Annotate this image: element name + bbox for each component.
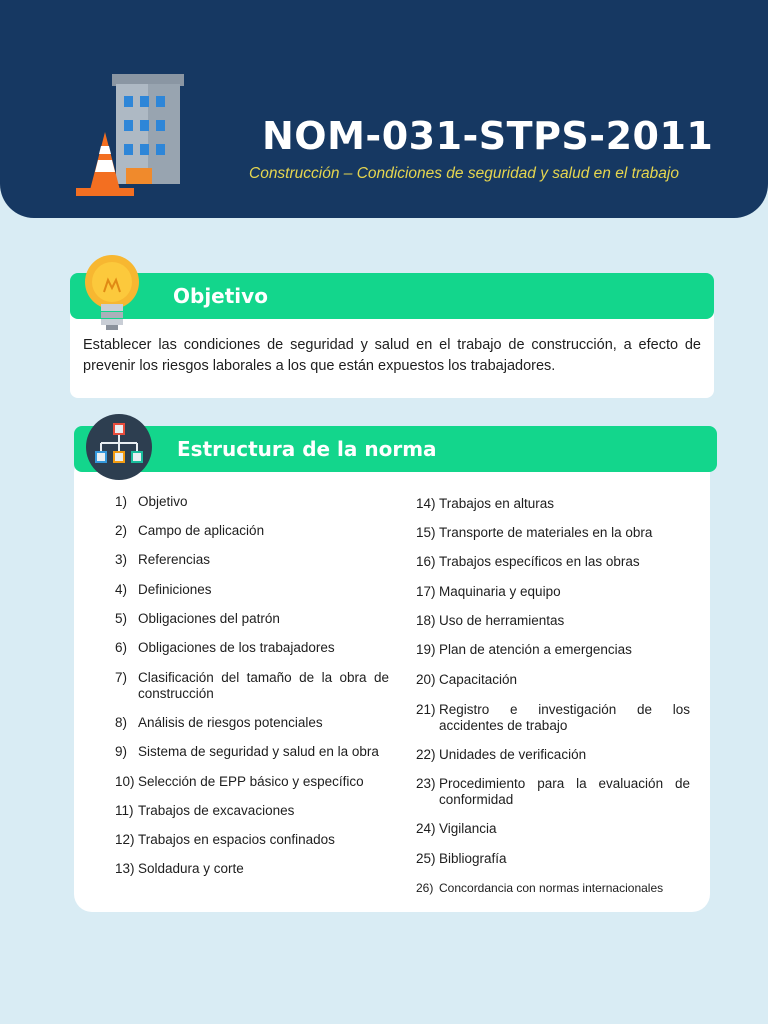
objetivo-heading: Objetivo <box>173 284 268 308</box>
list-item: 19) Plan de atención a emergencias <box>416 642 632 657</box>
list-item: 22) Unidades de verificación <box>416 747 587 762</box>
list-item: 12) Trabajos en espacios confinados <box>115 832 335 847</box>
objetivo-text: Establecer las condiciones de seguridad y salud en el trabajo de construcción, a efecto de prevenir los riesgos laborales a los que están expuestos los trabajadores. <box>83 337 701 374</box>
list-item: 7) Clasificación del tamaño de la obra de construcción <box>115 670 389 701</box>
estructura-list-left <box>115 494 389 877</box>
list-item: 6) Obligaciones de los trabajadores <box>115 640 335 655</box>
list-item: 24) Vigilancia <box>416 821 497 836</box>
org-chart-icon <box>84 412 154 482</box>
list-item: 10) Selección de EPP básico y específico <box>115 774 364 789</box>
list-item: 21) Registro e investigación de los accidentes de trabajo <box>416 702 690 733</box>
list-item: 1) Objetivo <box>115 494 188 509</box>
estructura-list-right <box>416 496 690 896</box>
list-item: 25) Bibliografía <box>416 851 507 866</box>
list-item: 13) Soldadura y corte <box>115 861 244 876</box>
list-item: 14) Trabajos en alturas <box>416 496 555 511</box>
list-item: 18) Uso de herramientas <box>416 613 565 628</box>
building-icon <box>72 70 192 200</box>
list-item: 9) Sistema de seguridad y salud en la obra <box>115 744 379 759</box>
objetivo-header-bar <box>70 273 714 319</box>
page-title: NOM-031-STPS-2011 <box>262 114 714 158</box>
list-item: 4) Definiciones <box>115 582 212 597</box>
page-subtitle: Construcción – Condiciones de seguridad y salud en el trabajo <box>249 165 679 182</box>
list-item: 2) Campo de aplicación <box>115 523 265 538</box>
list-item: 8) Análisis de riesgos potenciales <box>115 715 323 730</box>
list-item: 16) Trabajos específicos en las obras <box>416 554 640 569</box>
list-item: 26) Concordancia con normas internacionales <box>416 881 664 895</box>
lightbulb-icon <box>82 252 142 332</box>
estructura-heading: Estructura de la norma <box>177 437 437 461</box>
list-item: 17) Maquinaria y equipo <box>416 584 561 599</box>
list-item: 15) Transporte de materiales en la obra <box>416 525 653 540</box>
list-item: 3) Referencias <box>115 552 211 567</box>
list-item: 23) Procedimiento para la evaluación de conformidad <box>416 776 690 807</box>
list-item: 5) Obligaciones del patrón <box>115 611 280 626</box>
list-item: 11) Trabajos de excavaciones <box>115 803 295 818</box>
list-item: 20) Capacitación <box>416 672 518 687</box>
